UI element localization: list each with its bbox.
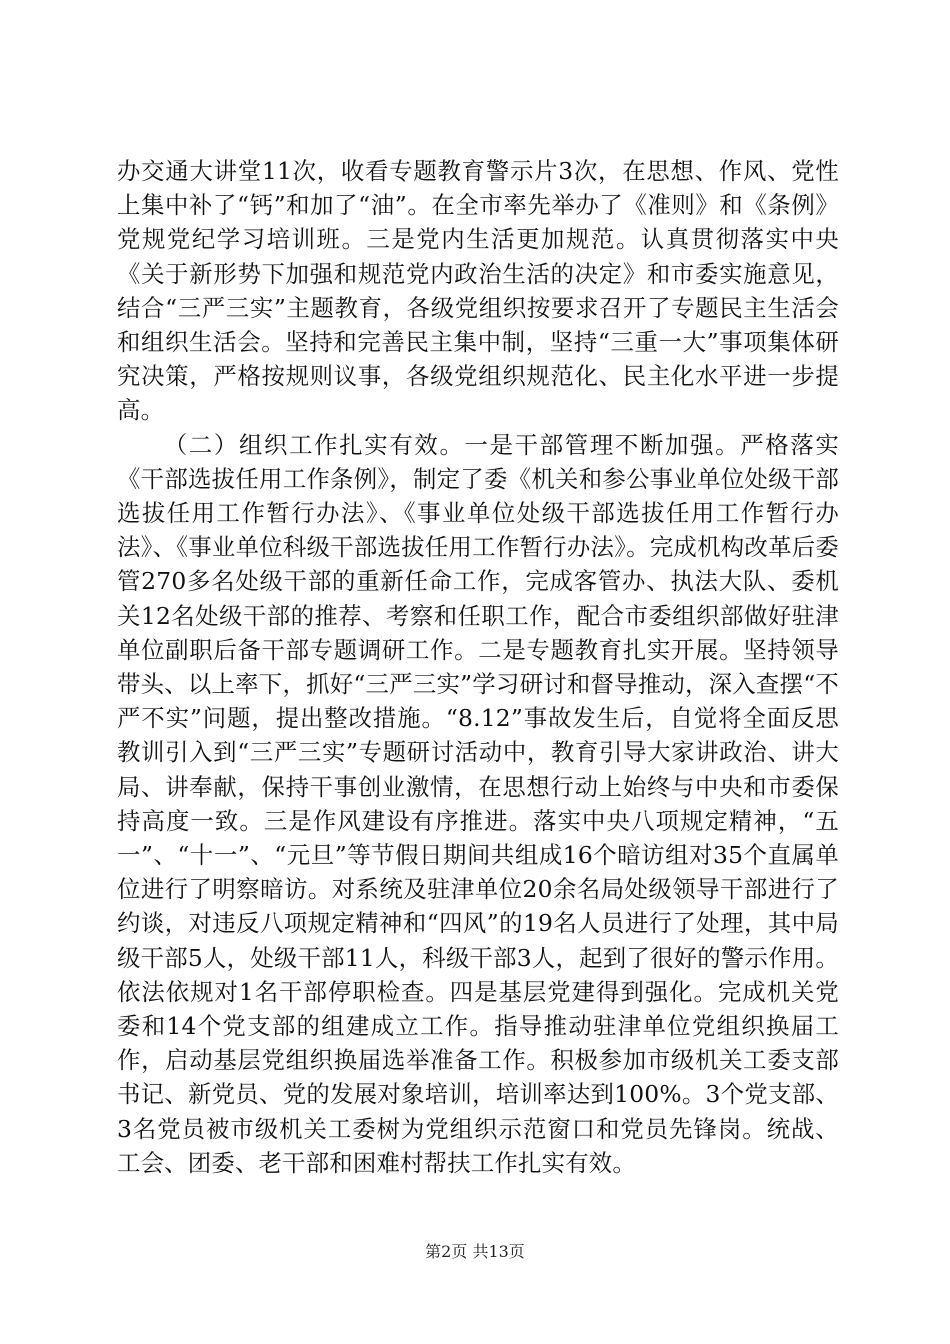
paragraph-organization-work: （二）组织工作扎实有效。一是干部管理不断加强。严格落实《干部选拔任用工作条例》，制定了委《机关和参公事业单位处级干部选拔任用工作暂行办法》、《事业单位处级干部选拔任用工作暂行办法》、《事业单位科级干部选拔任用工作暂行办法》。完成机构改革后委管270多名处级干部的重新任命工作，完成客管办、执法大队、委机关12名处级干部的推荐、考察和任职工作，配合市委组织部做好驻津单位副职后备干部专题调研工作。二是专题教育扎实开展。坚持领导带头、以上率下，抓好“三严三实”学习研讨和督导推动，深入查摆“不严不实”问题，提出整改措施。“8.12”事故发生后，自觉将全面反思教训引入到“三严三实”专题研讨活动中，教育引导大家讲政治、讲大局、讲奉献，保持干事创业激情，在思想行动上始终与中央和市委保持高度一致。三是作风建设有序推进。落实中央八项规定精神，“五一”、“十一”、“元旦”等节假日期间共组成16个暗访组对35个直属单位进行了明察暗访。对系统及驻津单位20余名局处级领导干部进行了约谈，对违反八项规定精神和“四风”的19名人员进行了处理，其中局级干部5人，处级干部11人，科级干部3人，起到了很好的警示作用。依法依规对1名干部停职检查。四是基层党建得到强化。完成机关党委和14个党支部的组建成立工作。指导推动驻津单位党组织换届工作，启动基层党组织换届选举准备工作。积极参加市级机关工委支部书记、新党员、党的发展对象培训，培训率达到100%。3个党支部、3名党员被市级机关工委树为党组织示范窗口和党员先锋岗。统战、工会、团委、老干部和困难村帮扶工作扎实有效。 bbox=[117, 430, 839, 1177]
paragraph-continuation: 办交通大讲堂11次，收看专题教育警示片3次，在思想、作风、党性上集中补了“钙”和加了“油”。在全市率先举办了《准则》和《条例》党规党纪学习培训班。三是党内生活更加规范。认真贯彻落实中央《关于新形势下加强和规范党内政治生活的决定》和市委实施意见，结合“三严三实”主题教育，各级党组织按要求召开了专题民主生活会和组织生活会。坚持和完善民主集中制，坚持“三重一大”事项集体研究决策，严格按规则议事，各级党组织规范化、民主化水平进一步提高。 bbox=[117, 157, 839, 425]
page-number-footer: 第2页 共13页 bbox=[425, 1242, 525, 1261]
document-body bbox=[117, 154, 839, 1180]
